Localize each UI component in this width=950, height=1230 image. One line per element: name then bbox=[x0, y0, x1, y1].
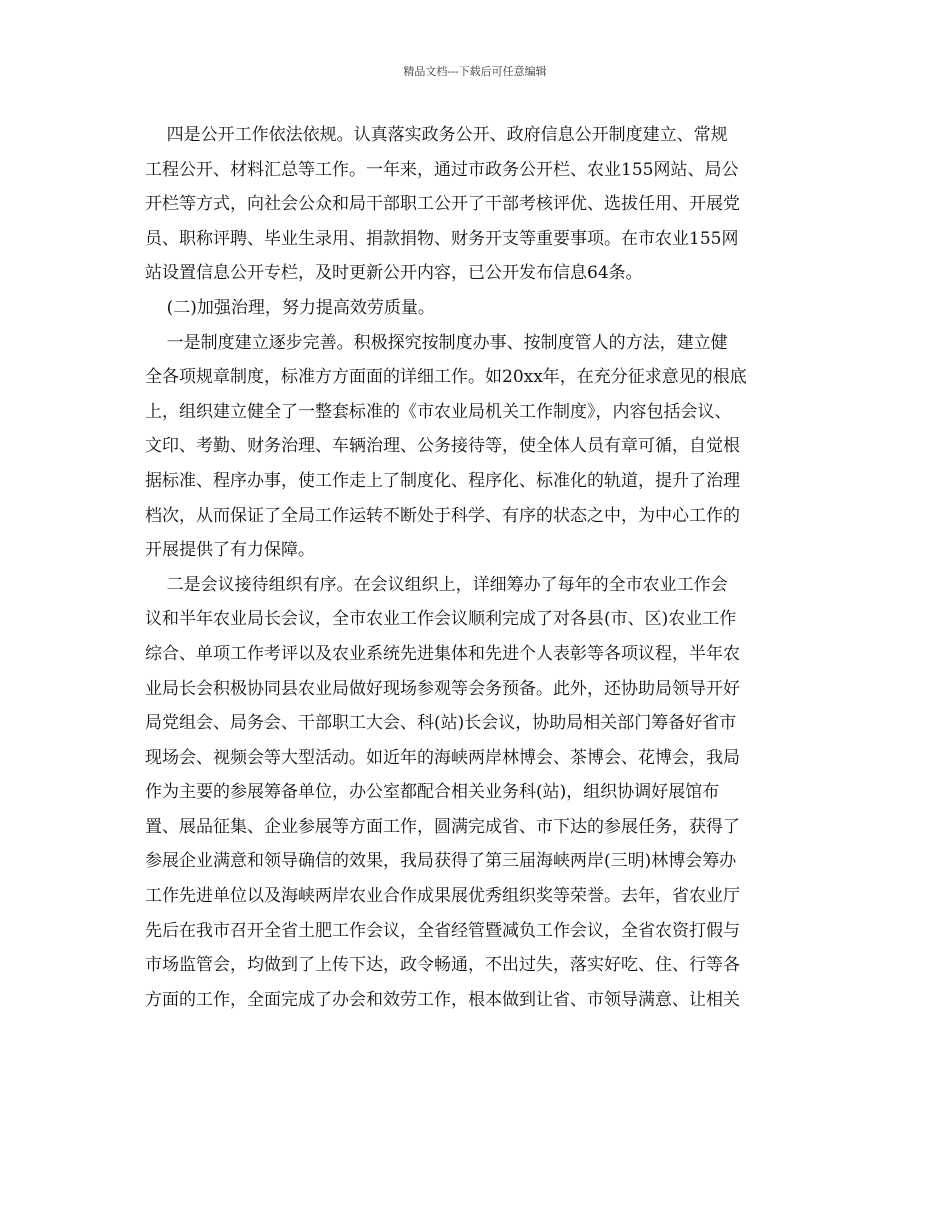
text-line: 局党组会、局务会、干部职工大会、科(站)长会议，协助局相关部门筹备好省市 bbox=[145, 713, 737, 734]
text-line: 先后在我市召开全省土肥工作会议，全省经管暨减负工作会议，全省农资打假与 bbox=[145, 920, 740, 941]
text-line: 全各项规章制度，标准方方面面的详细工作。如20xx年，在充分征求意见的根底 bbox=[145, 367, 747, 388]
text-line: 员、职称评聘、毕业生录用、捐款捐物、财务开支等重要事项。在市农业155网 bbox=[145, 228, 739, 249]
text-line: 开展提供了有力保障。 bbox=[145, 540, 315, 561]
text-line: 参展企业满意和领导确信的效果，我局获得了第三届海峡两岸(三明)林博会筹办 bbox=[145, 851, 737, 872]
text-line: 一是制度建立逐步完善。积极探究按制度办事、按制度管人的方法，建立健 bbox=[145, 332, 728, 353]
text-line: 据标准、程序办事，使工作走上了制度化、程序化、标准化的轨道，提升了治理 bbox=[145, 470, 740, 491]
text-line: 方面的工作，全面完成了办会和效劳工作，根本做到让省、市领导满意、让相关 bbox=[145, 989, 740, 1010]
text-line: 工作先进单位以及海峡两岸农业合作成果展优秀组织奖等荣誉。去年，省农业厅 bbox=[145, 886, 740, 907]
text-line: 作为主要的参展筹备单位，办公室都配合相关业务科(站)，组织协调好展馆布 bbox=[145, 782, 720, 803]
text-line: 文印、考勤、财务治理、车辆治理、公务接待等，使全体人员有章可循，自觉根 bbox=[145, 436, 740, 457]
text-line: 站设置信息公开专栏，及时更新公开内容，已公开发布信息64条。 bbox=[145, 263, 643, 284]
text-line: 工程公开、材料汇总等工作。一年来，通过市政务公开栏、农业155网站、局公 bbox=[145, 159, 739, 180]
text-line: 开栏等方式，向社会公众和局干部职工公开了干部考核评优、选拔任用、开展党 bbox=[145, 194, 740, 215]
page-header: 精品文档---下载后可任意编辑 bbox=[403, 65, 547, 78]
text-line: 档次，从而保证了全局工作运转不断处于科学、有序的状态之中，为中心工作的 bbox=[145, 505, 740, 526]
text-line: 现场会、视频会等大型活动。如近年的海峡两岸林博会、茶博会、花博会，我局 bbox=[145, 747, 740, 768]
text-line: 二是会议接待组织有序。在会议组织上，详细筹办了每年的全市农业工作会 bbox=[145, 574, 728, 595]
text-line: 上，组织建立健全了一整套标准的《市农业局机关工作制度》，内容包括会议、 bbox=[145, 401, 732, 422]
text-line: 综合、单项工作考评以及农业系统先进集体和先进个人表彰等各项议程，半年农 bbox=[145, 643, 740, 664]
text-line: 业局长会积极协同县农业局做好现场参观等会务预备。此外，还协助局领导开好 bbox=[145, 678, 740, 699]
section-heading: (二)加强治理，努力提高效劳质量。 bbox=[145, 297, 435, 318]
text-line: 置、展品征集、企业参展等方面工作，圆满完成省、市下达的参展任务，获得了 bbox=[145, 816, 740, 837]
text-line: 议和半年农业局长会议，全市农业工作会议顺利完成了对各县(市、区)农业工作 bbox=[145, 609, 737, 630]
text-line: 四是公开工作依法依规。认真落实政务公开、政府信息公开制度建立、常规 bbox=[145, 125, 728, 145]
text-line: 市场监管会，均做到了上传下达，政令畅通，不出过失，落实好吃、住、行等各 bbox=[145, 955, 740, 976]
document-body bbox=[145, 118, 805, 1017]
